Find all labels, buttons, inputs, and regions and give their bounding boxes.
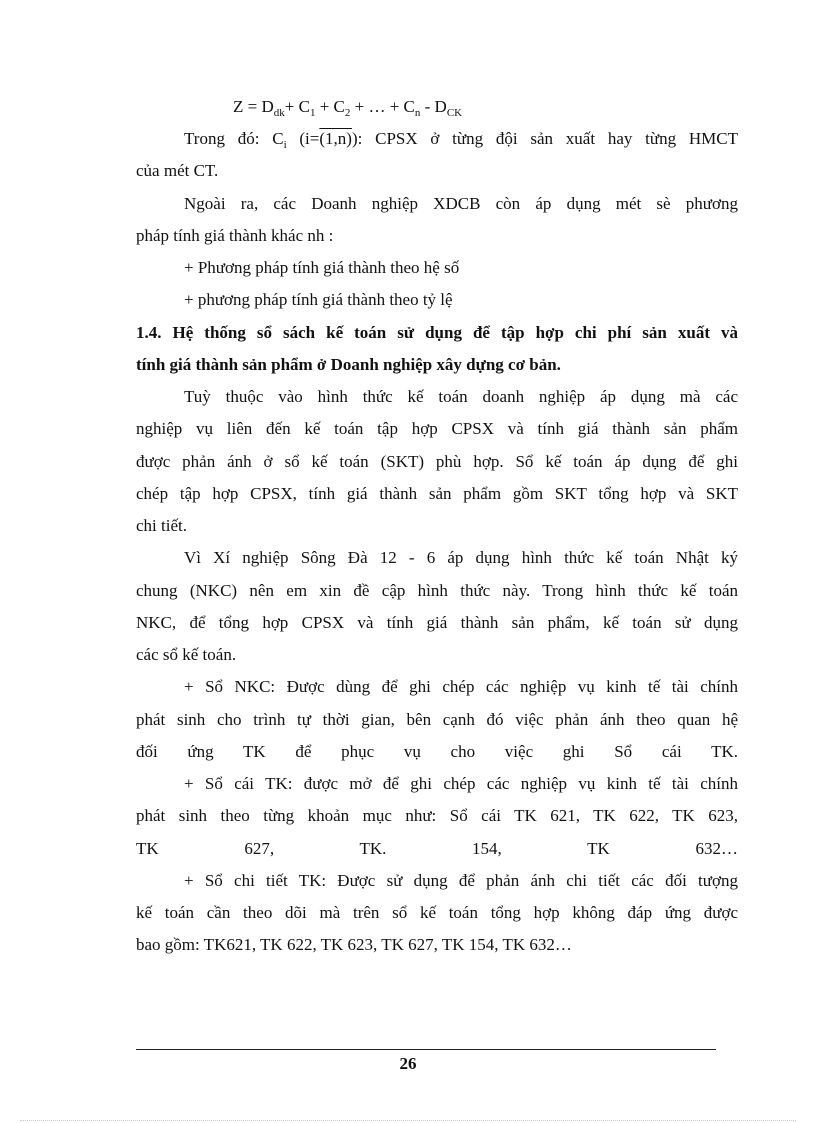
text-line: chép tập hợp CPSX, tính giá thành sản phẩm gồm SKT tổng hợp và SKT (136, 484, 738, 503)
page-bottom-border (20, 1120, 796, 1121)
section-heading: 1.4. Hệ thống sổ sách kế toán sử dụng để tập hợp chi phí sản xuất và (136, 323, 738, 342)
text-line: của mét CT. (136, 161, 219, 180)
text-line: phát sinh cho trình tự thời gian, bên cạnh đó việc phản ánh theo quan hệ (136, 710, 738, 729)
list-item: + Phương pháp tính giá thành theo hệ số (184, 258, 460, 277)
text-line: Vì Xí nghiệp Sông Đà 12 - 6 áp dụng hình thức kế toán Nhật ký (184, 548, 738, 567)
text-line: các sổ kế toán. (136, 645, 237, 664)
text-line: đối ứng TK để phục vụ cho việc ghi Sổ cái TK. (136, 742, 738, 761)
text-line: chung (NKC) nên em xin đề cập hình thức này. Trong hình thức kế toán (136, 581, 738, 600)
text-line: nghiệp vụ liên đến kế toán tập hợp CPSX và tính giá thành sản phẩm (136, 419, 738, 438)
text-line: TK 627, TK. 154, TK 632… (136, 839, 738, 858)
text-line: + Sổ cái TK: được mở để ghi chép các nghiệp vụ kinh tế tài chính (184, 774, 738, 793)
text-line: Tuỳ thuộc vào hình thức kế toán doanh nghiệp áp dụng mà các (184, 387, 738, 406)
text-line: + Sổ chi tiết TK: Được sử dụng để phản ánh chi tiết các đối tượng (184, 871, 738, 890)
text-line: phát sinh theo từng khoản mục như: Sổ cái TK 621, TK 622, TK 623, (136, 806, 738, 825)
cost-formula: $Z = D_{dk}+ C_1 + C_2$ + … + $C_n - D_{CK}$ (233, 97, 463, 119)
section-heading: tính giá thành sản phẩm ở Doanh nghiệp xây dựng cơ bản. (136, 355, 561, 374)
formula-explanation: Trong đó: $C_i$ (i=(1,n)): CPSX ở từng đội sản xuất hay từng HMCT (184, 129, 738, 151)
text-line: NKC, để tổng hợp CPSX và tính giá thành sản phẩm, kế toán sử dụng (136, 613, 738, 632)
text-line: được phản ánh ở sổ kế toán (SKT) phù hợp. Sổ kế toán áp dụng để ghi (136, 452, 738, 471)
footer-divider (136, 1049, 716, 1050)
text-line: bao gồm: TK621, TK 622, TK 623, TK 627, TK 154, TK 632… (136, 935, 572, 954)
text-line: chi tiết. (136, 516, 187, 535)
text-line: Ngoài ra, các Doanh nghiệp XDCB còn áp dụng mét sè phương (184, 194, 738, 213)
text-line: kế toán cần theo dõi mà trên sổ kế toán tổng hợp không đáp ứng được (136, 903, 738, 922)
page-number: 26 (399, 1054, 417, 1073)
list-item: + phương pháp tính giá thành theo tỷ lệ (184, 290, 453, 309)
text-line: pháp tính giá thành khác nh : (136, 226, 334, 245)
text-line: + Sổ NKC: Được dùng để ghi chép các nghiệp vụ kinh tế tài chính (184, 677, 738, 696)
